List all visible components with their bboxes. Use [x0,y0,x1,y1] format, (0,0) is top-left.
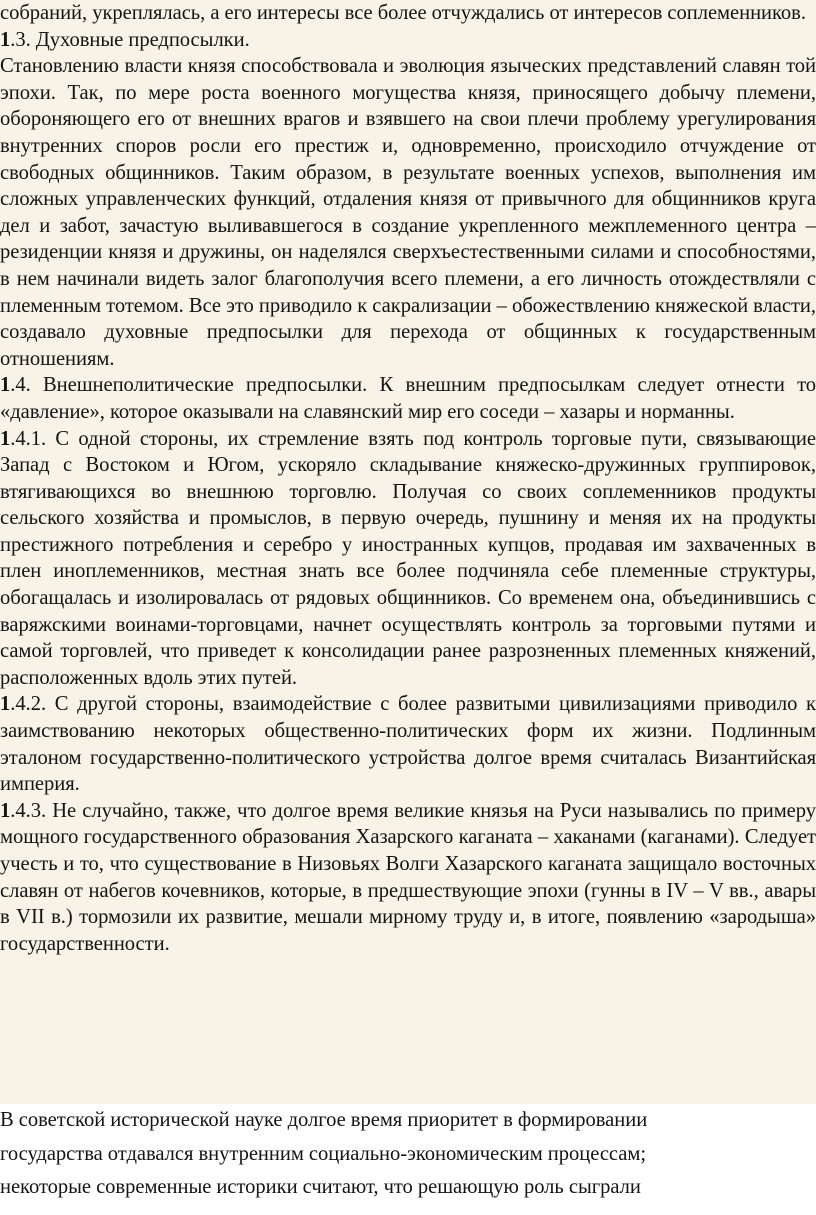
section-number: 1 [0,427,11,450]
section-number: 1 [0,374,11,397]
paragraph-5 [0,691,816,797]
paragraph-3-text: .4. Внешнеполитические предпосылки. К внешним предпосылкам следует отнести то «давление», которое оказывали на славянский мир его соседи – хазары и норманны. [0,374,816,423]
paragraph-1-text: .3. Духовные предпосылки. [10,28,250,51]
paragraph-6-text: .4.3. Не случайно, также, что долгое время великие князья на Руси назывались по примеру мощного государственного образования Хазарского каганата – хаканами (каганами). Следует учесть и то, что существование в Низовьях Волги Хазарского каганата защищало восточных славян от набегов кочевников, которые, в предшествующие эпохи (гунны в IV – V вв., авары в VII в.) тормозили их развитие, мешали мирному труду и, в итоге, появлению «зародыша» государственности. [0,799,816,955]
paragraph-0-text: собраний, укреплялась, а его интересы все более отчуждались от интересов соплеменников. [0,2,806,24]
paragraph-6 [0,798,816,958]
footer-line-1: государства отдавался внутренним социально-экономическим процессам; [0,1142,647,1165]
paragraph-4 [0,426,816,692]
paragraph-5-text: .4.2. С другой стороны, взаимодействие с более развитыми цивилизациями приводило к заимствованию некоторых общественно-политических форм их жизни. Подлинным эталоном государственно-политического устройства долгое время считалась Византийская империя. [0,693,816,796]
section-number: 1 [0,799,11,822]
section-number: 1 [0,28,11,51]
paragraph-4-text: .4.1. С одной стороны, их стремление взять под контроль торговые пути, связывающие Запад с Востоком и Югом, ускоряло складывание княжеско-дружинных группировок, втягивающихся во внешнюю торговлю. Получая со своих соплеменников продукты сельского хозяйства и промыслов, в первую очередь, пушнину и меняя их на продукты престижного потребления и серебро у иностранных купцов, продавая им захваченных в плен иноплеменников, местная знать все более подчиняла себе племенные структуры, обогащалась и изолировалась от рядовых общинников. Со временем она, объединившись с варяжскими воинами-торговцами, начнет осуществлять контроль за торговыми путями и самой торговлей, что приведет к консолидации ранее разрозненных племенных княжений, расположенных вдоль этих путей. [0,427,816,689]
paragraph-0 [0,0,816,27]
footer-line-2: некоторые современные историки считают, что решающую роль сыграли [0,1176,641,1198]
paragraph-2-text: Становлению власти князя способствовала и эволюция языческих представлений славян той эпохи. Так, по мере роста военного могущества князя, приносящего добычу племени, обороняющего его от внешних врагов и взявшего на свои плечи проблему урегулирования внутренних споров росли его престиж и, одновременно, происходило отчуждение от свободных общинников. Таким образом, в результате военных успехов, выполнения им сложных управленческих функций, отдаления князя от привычного для общинников круга дел и забот, зачастую выливавшегося в создание укрепленного межплеменного центра – резиденции князя и дружины, он наделялся сверхъестественными силами и способностями, в нем начинали видеть залог благополучия всего племени, а его личность отождествляли с племенным тотемом. Все это приводило к сакрализации – обожествлению княжеской власти, создавало духовные предпосылки для перехода от общинных к государственным отношениям. [0,55,816,370]
section-number: 1 [0,693,11,716]
paragraph-2 [0,53,816,372]
footer-text-block [0,1104,816,1205]
paragraph-3 [0,372,816,425]
footer-line-0: В советской исторической науке долгое время приоритет в формировании [0,1109,648,1131]
paragraph-1 [0,27,816,54]
